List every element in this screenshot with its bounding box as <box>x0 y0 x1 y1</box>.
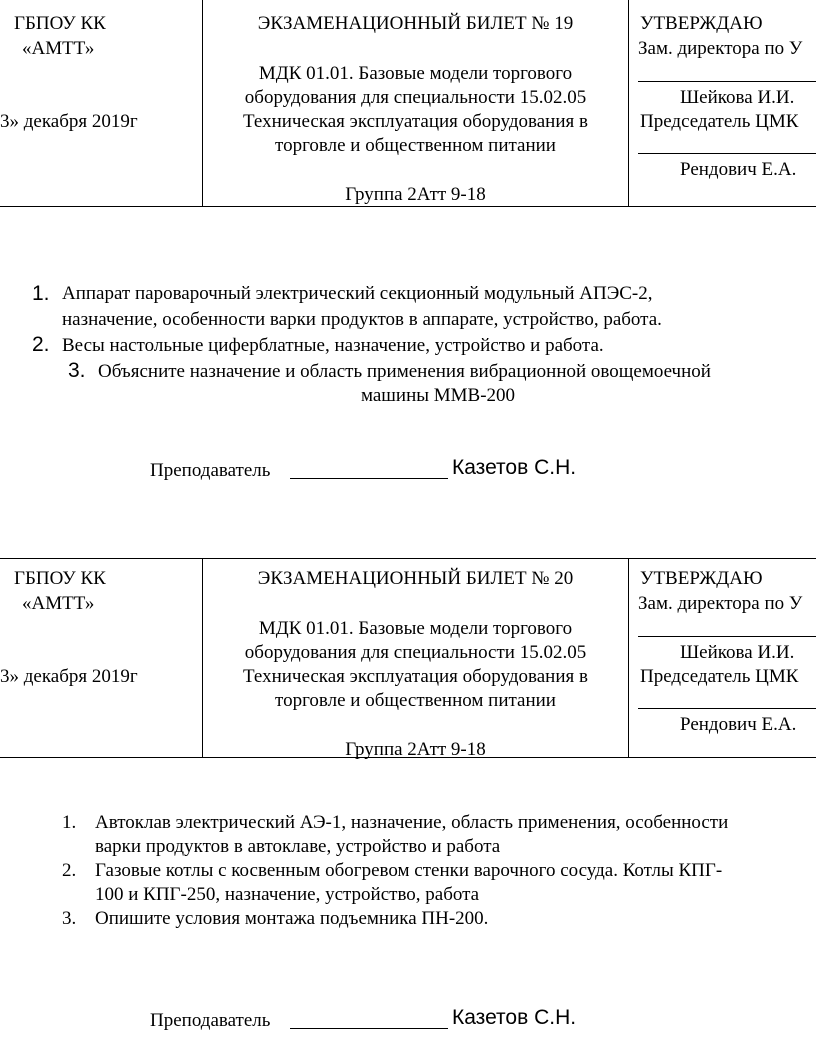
question-number: 1. <box>62 812 77 833</box>
ticket-title: ЭКЗАМЕНАЦИОННЫЙ БИЛЕТ № 20 <box>257 568 574 589</box>
teacher-signature-line <box>290 478 448 479</box>
subject-line-3: Техническая эксплуатация оборудования в <box>243 666 588 687</box>
column-divider-right <box>628 0 629 207</box>
deputy-title: Зам. директора по У <box>638 593 803 614</box>
header-top-border <box>0 558 816 559</box>
question-1-line-2: варки продуктов в автоклаве, устройство и работа <box>95 836 501 857</box>
ticket-date: 3» декабря 2019г <box>0 111 138 132</box>
question-number: 3. <box>68 359 86 382</box>
column-divider-right <box>628 558 629 758</box>
org-name: ГБПОУ КК <box>14 568 106 589</box>
group-label: Группа 2Атт 9-18 <box>345 184 486 205</box>
question-3-line-1: Опишите условия монтажа подъемника ПН-200. <box>95 908 489 929</box>
question-1-line-1: Аппарат пароварочный электрический секционный модульный АПЭС-2, <box>62 283 653 304</box>
org-abbr: «АМТТ» <box>22 593 95 614</box>
teacher-label: Преподаватель <box>150 460 271 481</box>
question-3-line-1: Объясните назначение и область применения вибрационной овощемоечной <box>98 361 711 382</box>
subject-line-3: Техническая эксплуатация оборудования в <box>243 111 588 132</box>
org-abbr: «АМТТ» <box>22 38 95 59</box>
approve-heading: УТВЕРЖДАЮ <box>640 13 763 34</box>
subject-line-1: МДК 01.01. Базовые модели торгового <box>258 618 573 639</box>
signature-line-2 <box>638 153 816 154</box>
question-2-line-1: Газовые котлы с косвенным обогревом стенки варочного сосуда. Котлы КПГ- <box>95 860 723 881</box>
signer-name-1: Шейкова И.И. <box>680 87 795 108</box>
teacher-name: Казетов С.Н. <box>452 456 577 479</box>
group-label: Группа 2Атт 9-18 <box>345 739 486 760</box>
question-1-line-1: Автоклав электрический АЭ-1, назначение, область применения, особенности <box>95 812 729 833</box>
approve-heading: УТВЕРЖДАЮ <box>640 568 763 589</box>
teacher-name: Казетов С.Н. <box>452 1006 577 1029</box>
signature-line-1 <box>638 81 816 82</box>
teacher-label: Преподаватель <box>150 1010 271 1031</box>
question-number: 2. <box>62 860 77 881</box>
subject-line-1: МДК 01.01. Базовые модели торгового <box>258 63 573 84</box>
subject-line-4: торговле и общественном питании <box>275 690 556 711</box>
question-number: 3. <box>62 908 77 929</box>
signer-name-2: Рендович Е.А. <box>680 159 797 180</box>
signer-name-1: Шейкова И.И. <box>680 642 795 663</box>
subject-line-2: оборудования для специальности 15.02.05 <box>244 87 587 108</box>
chair-title: Председатель ЦМК <box>640 111 799 132</box>
question-2-line-2: 100 и КПГ-250, назначение, устройство, работа <box>95 884 480 905</box>
question-3-line-2: машины ММВ-200 <box>360 385 516 406</box>
ticket-title: ЭКЗАМЕНАЦИОННЫЙ БИЛЕТ № 19 <box>257 13 574 34</box>
subject-line-4: торговле и общественном питании <box>275 135 556 156</box>
subject-line-2: оборудования для специальности 15.02.05 <box>244 642 587 663</box>
teacher-signature-line <box>290 1028 448 1029</box>
question-2-line-1: Весы настольные циферблатные, назначение, устройство и работа. <box>62 335 604 356</box>
question-1-line-2: назначение, особенности варки продуктов в аппарате, устройство, работа. <box>62 309 662 330</box>
signature-line-1 <box>638 636 816 637</box>
signer-name-2: Рендович Е.А. <box>680 714 797 735</box>
ticket-date: 3» декабря 2019г <box>0 666 138 687</box>
deputy-title: Зам. директора по У <box>638 38 803 59</box>
header-bottom-border <box>0 206 816 207</box>
chair-title: Председатель ЦМК <box>640 666 799 687</box>
signature-line-2 <box>638 708 816 709</box>
org-name: ГБПОУ КК <box>14 13 106 34</box>
question-number: 2. <box>32 333 50 356</box>
question-number: 1. <box>32 282 50 305</box>
